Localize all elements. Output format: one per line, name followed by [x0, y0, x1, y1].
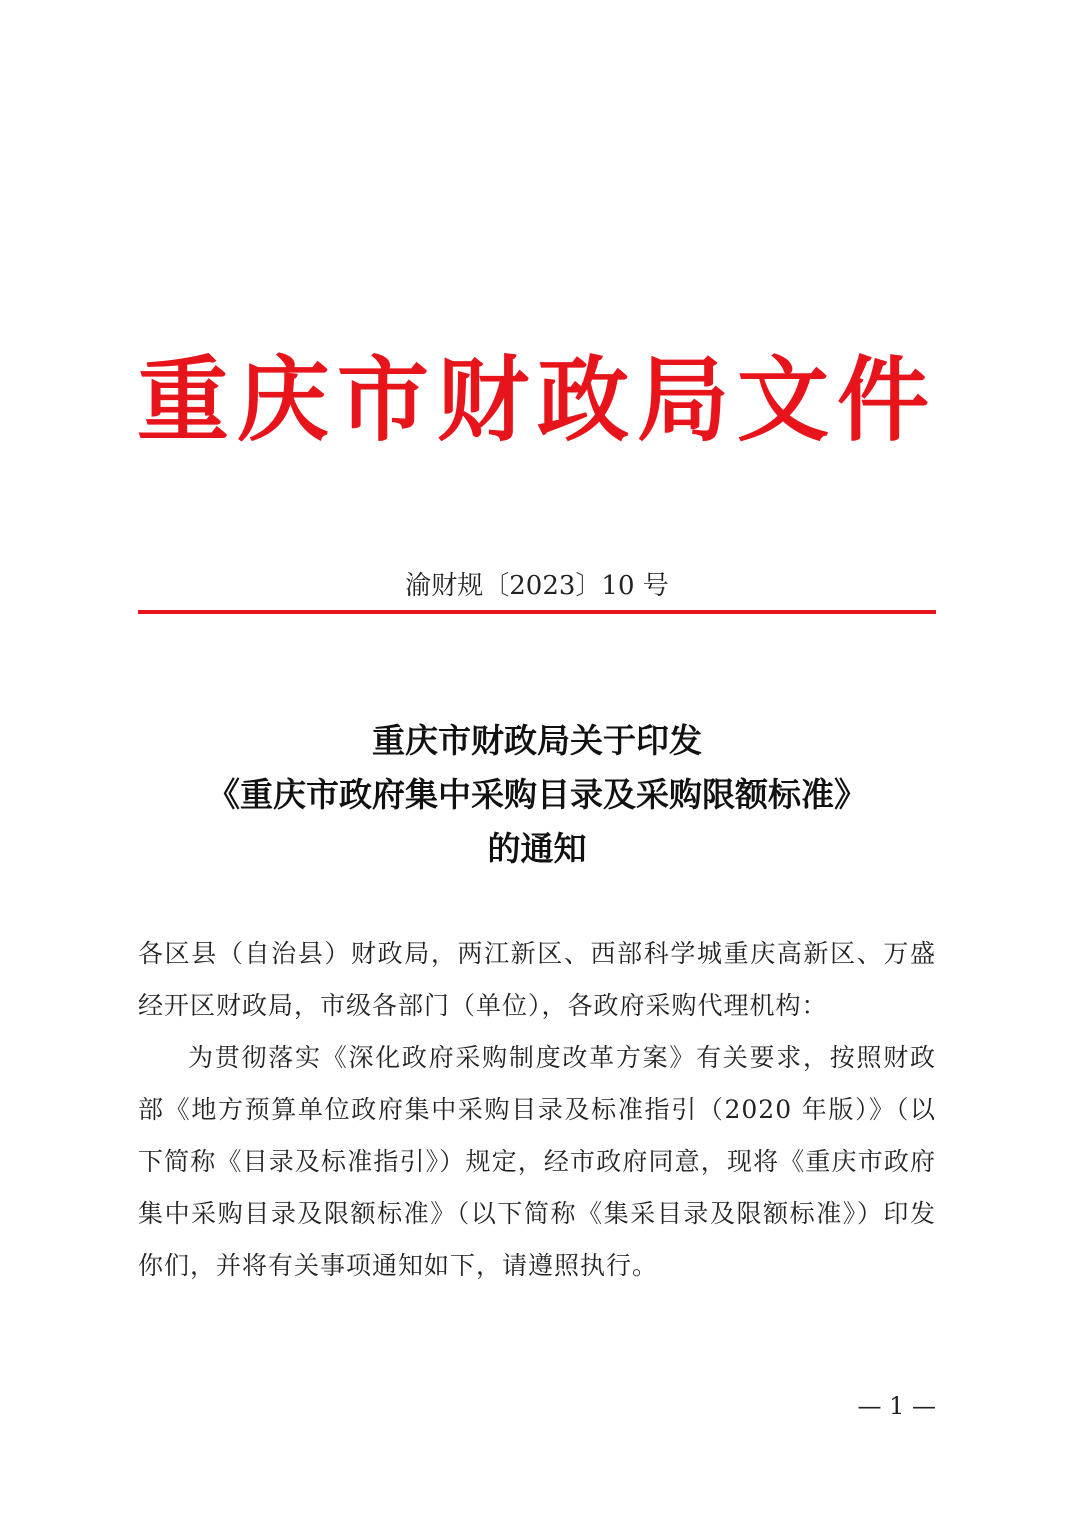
document-number: 渝财规〔2023〕10 号: [405, 571, 669, 601]
addressee-paragraph: 各区县（自治县）财政局，两江新区、西部科学城重庆高新区、万盛经开区财政局，市级各部门（单位），各政府采购代理机构：: [138, 939, 936, 1020]
document-title: [138, 714, 936, 876]
red-divider-line: [138, 610, 936, 614]
title-line-1: 重庆市财政局关于印发: [372, 721, 702, 760]
title-line-2: 《重庆市政府集中采购目录及采购限额标准》: [207, 775, 867, 814]
document-body: [138, 928, 936, 1292]
body-paragraph-1: 为贯彻落实《深化政府采购制度改革方案》有关要求，按照财政部《地方预算单位政府集中采购目录及标准指引（2020 年版）》（以下简称《目录及标准指引》）规定，经市政府同意，现将《重庆市政府集中采购目录及限额标准》（以下简称《集采目录及限额标准》）印发你们，并将有关事项通知如下，请遵照执行。: [138, 1043, 936, 1280]
page-number: — 1 —: [857, 1392, 936, 1420]
issuer-masthead: 重庆市财政局文件: [136, 346, 937, 454]
title-line-3: 的通知: [487, 829, 587, 868]
